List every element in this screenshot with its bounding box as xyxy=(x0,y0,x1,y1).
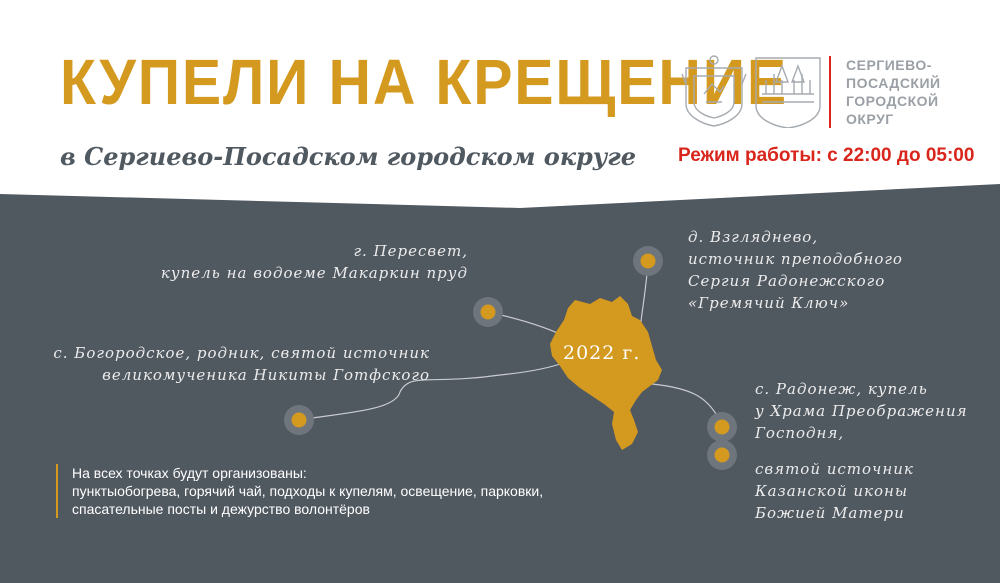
logo-divider xyxy=(829,56,831,128)
info-note xyxy=(56,464,543,518)
location-marker-radonezh-2 xyxy=(707,440,737,470)
logo-line: СЕРГИЕВО- xyxy=(846,57,932,73)
label-line: д. Взгляднево, xyxy=(688,228,819,246)
page-subtitle: в Сергиево-Посадском городском округе xyxy=(60,142,636,171)
location-label-kazan-spring xyxy=(755,458,914,524)
label-line: с. Богородское, родник, святой источник xyxy=(53,344,430,362)
location-label-bogorodskoe xyxy=(53,342,430,386)
label-line: источник преподобного xyxy=(688,250,903,268)
label-line: святой источник xyxy=(755,460,914,478)
logo-line: ПОСАДСКИЙ xyxy=(846,75,941,91)
working-hours: Режим работы: с 22:00 до 05:00 xyxy=(678,145,975,166)
label-line: Казанской иконы xyxy=(755,482,909,500)
label-line: у Храма Преображения xyxy=(755,402,968,420)
location-marker-vzglyadnevo xyxy=(633,246,663,276)
label-line: «Гремячий Ключ» xyxy=(688,294,850,312)
label-line: Божией Матери xyxy=(755,504,905,522)
info-line: пунктыобогрева, горячий чай, подходы к купелям, освещение, парковки, xyxy=(72,483,544,499)
location-label-radonezh xyxy=(755,378,968,444)
label-line: купель на водоеме Макаркин пруд xyxy=(160,264,468,282)
logo-line: ОКРУГ xyxy=(846,111,894,127)
location-marker-radonezh-1 xyxy=(707,412,737,442)
label-line: Господня, xyxy=(755,424,845,442)
page-title: КУПЕЛИ НА КРЕЩЕНИЕ xyxy=(60,46,789,118)
label-line: великомученика Никиты Готфского xyxy=(102,366,430,384)
location-label-peresvet xyxy=(161,240,468,284)
label-line: г. Пересвет, xyxy=(353,242,468,260)
location-label-vzglyadnevo xyxy=(688,226,903,314)
location-marker-bogorodskoe xyxy=(284,405,314,435)
emblems xyxy=(680,54,822,128)
label-line: с. Радонеж, купель xyxy=(755,380,928,398)
map-year: 2022 г. xyxy=(563,342,641,364)
logo-line: ГОРОДСКОЙ xyxy=(846,93,939,109)
location-marker-peresvet xyxy=(473,297,503,327)
moscow-region-coat-of-arms-icon xyxy=(682,56,746,126)
district-logo-text xyxy=(846,56,941,128)
sergiev-posad-coat-of-arms-icon xyxy=(756,58,820,128)
info-line: На всех точках будут организованы: xyxy=(72,465,307,481)
label-line: Сергия Радонежского xyxy=(688,272,886,290)
info-line: спасательные посты и дежурство волонтёров xyxy=(72,501,370,517)
